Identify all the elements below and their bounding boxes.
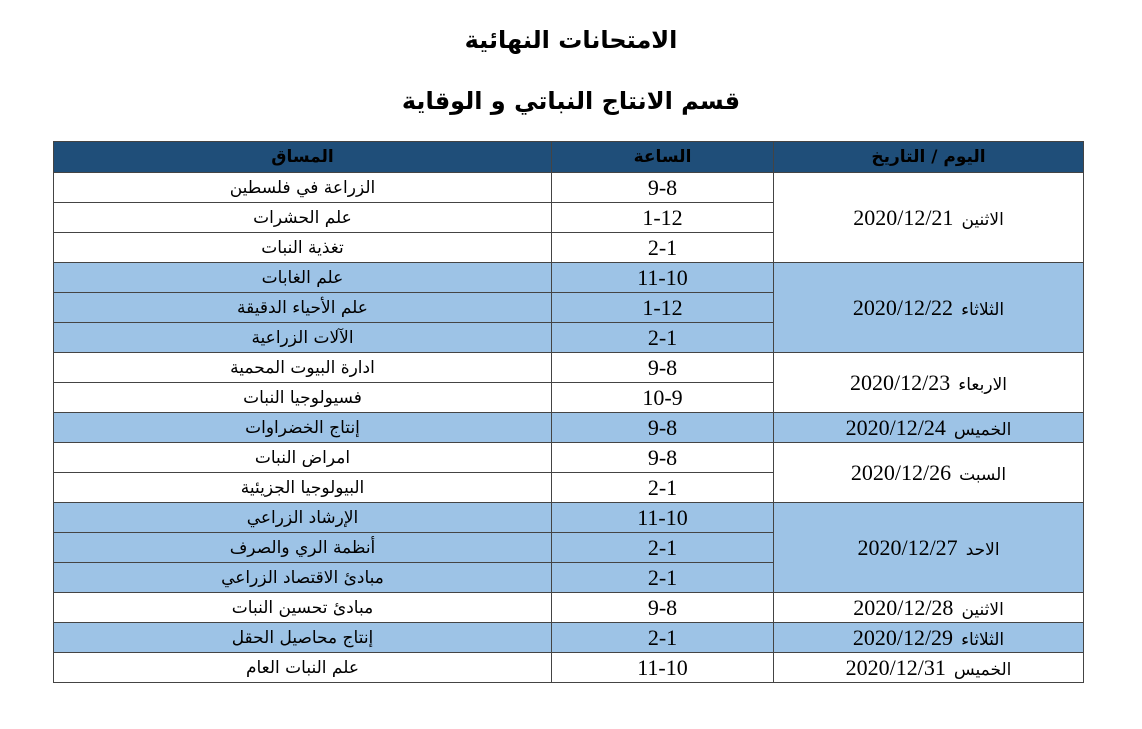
day-date-label xyxy=(853,625,1004,651)
day-date-cell xyxy=(774,353,1084,413)
course-cell: إنتاج الخضراوات xyxy=(54,413,552,443)
course-cell: فسيولوجيا النبات xyxy=(54,383,552,413)
course-cell: الزراعة في فلسطين xyxy=(54,173,552,203)
day-date-label xyxy=(853,295,1004,321)
table-row xyxy=(54,263,1084,293)
day-date-label xyxy=(850,370,1007,396)
day-date-label xyxy=(846,415,1012,441)
exam-date: 2020/12/21 xyxy=(853,204,954,230)
exam-date: 2020/12/23 xyxy=(850,369,951,395)
day-date-cell xyxy=(774,623,1084,653)
exam-date: 2020/12/28 xyxy=(853,594,954,620)
time-cell: 9-8 xyxy=(552,443,774,473)
exam-date: 2020/12/29 xyxy=(852,624,954,650)
course-cell: مبادئ الاقتصاد الزراعي xyxy=(54,563,552,593)
column-header-course: المساق xyxy=(54,142,552,173)
day-date-cell xyxy=(774,173,1084,263)
day-date-cell xyxy=(774,263,1084,353)
table-header-row xyxy=(54,142,1084,173)
course-cell: علم النبات العام xyxy=(54,653,552,683)
day-name: الخميس xyxy=(953,419,1012,440)
exam-date: 2020/12/24 xyxy=(845,414,946,440)
day-date-cell xyxy=(774,503,1084,593)
time-cell: 2-1 xyxy=(552,233,774,263)
day-date-label xyxy=(853,205,1004,231)
time-cell: 9-8 xyxy=(552,173,774,203)
time-cell: 2-1 xyxy=(552,563,774,593)
time-cell: 9-8 xyxy=(552,353,774,383)
exam-date: 2020/12/22 xyxy=(852,294,954,320)
exam-date: 2020/12/31 xyxy=(845,654,946,680)
day-name: الاربعاء xyxy=(958,374,1007,395)
day-name: الاحد xyxy=(965,539,1000,560)
course-cell: امراض النبات xyxy=(54,443,552,473)
day-name: الاثنين xyxy=(961,599,1004,620)
time-cell: 10-9 xyxy=(552,383,774,413)
page-title: الامتحانات النهائية xyxy=(464,26,678,54)
course-cell: الآلات الزراعية xyxy=(54,323,552,353)
time-cell: 11-10 xyxy=(552,263,774,293)
time-cell: 2-1 xyxy=(552,473,774,503)
course-cell: علم الحشرات xyxy=(54,203,552,233)
day-date-label xyxy=(853,595,1004,621)
department-subtitle: قسم الانتاج النباتي و الوقاية xyxy=(401,87,741,115)
exam-date: 2020/12/27 xyxy=(857,534,958,560)
column-header-day-date: اليوم / التاريخ xyxy=(774,142,1084,173)
course-cell: علم الغابات xyxy=(54,263,552,293)
time-cell: 2-1 xyxy=(552,533,774,563)
table-row xyxy=(54,173,1084,203)
table-body xyxy=(54,173,1084,683)
course-cell: علم الأحياء الدقيقة xyxy=(54,293,552,323)
table-row xyxy=(54,593,1084,623)
time-cell: 11-10 xyxy=(552,653,774,683)
day-date-cell xyxy=(774,413,1084,443)
day-name: الخميس xyxy=(953,659,1012,680)
day-date-cell xyxy=(774,653,1084,683)
day-name: الاثنين xyxy=(961,209,1004,230)
time-cell: 9-8 xyxy=(552,593,774,623)
day-name: السبت xyxy=(959,464,1007,485)
course-cell: البيولوجيا الجزيئية xyxy=(54,473,552,503)
time-cell: 2-1 xyxy=(552,323,774,353)
course-cell: أنظمة الري والصرف xyxy=(54,533,552,563)
day-date-label xyxy=(857,535,999,561)
day-name: الثلاثاء xyxy=(961,629,1005,650)
table-row xyxy=(54,503,1084,533)
time-cell: 11-10 xyxy=(552,503,774,533)
course-cell: مبادئ تحسين النبات xyxy=(54,593,552,623)
table-row xyxy=(54,653,1084,683)
day-date-cell xyxy=(774,593,1084,623)
time-cell: 1-12 xyxy=(552,293,774,323)
day-date-label xyxy=(851,460,1006,486)
course-cell: إنتاج محاصيل الحقل xyxy=(54,623,552,653)
day-date-cell xyxy=(774,443,1084,503)
table-row xyxy=(54,353,1084,383)
time-cell: 1-12 xyxy=(552,203,774,233)
table-row xyxy=(54,443,1084,473)
table-row xyxy=(54,623,1084,653)
course-cell: الإرشاد الزراعي xyxy=(54,503,552,533)
time-cell: 9-8 xyxy=(552,413,774,443)
course-cell: تغذية النبات xyxy=(54,233,552,263)
table-row xyxy=(54,413,1084,443)
course-cell: ادارة البيوت المحمية xyxy=(54,353,552,383)
day-name: الثلاثاء xyxy=(961,299,1005,320)
day-date-label xyxy=(846,655,1012,681)
column-header-time: الساعة xyxy=(552,142,774,173)
exam-date: 2020/12/26 xyxy=(850,459,952,485)
time-cell: 2-1 xyxy=(552,623,774,653)
exam-schedule-table xyxy=(53,141,1084,683)
